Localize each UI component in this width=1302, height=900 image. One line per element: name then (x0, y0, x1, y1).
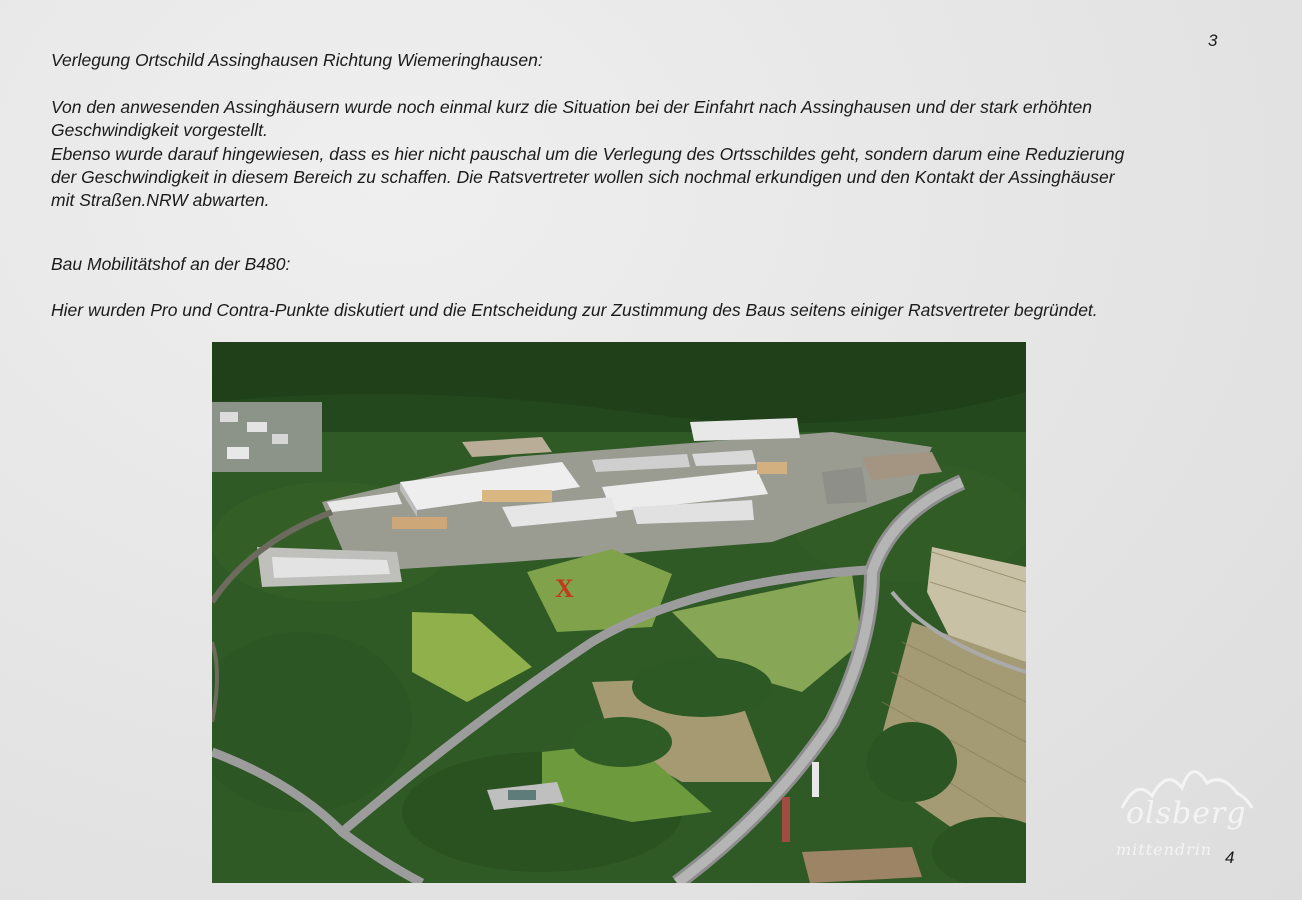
section2-heading: Bau Mobilitätshof an der B480: (51, 254, 291, 274)
location-marker: X (555, 574, 574, 603)
photo-number: 4 (1225, 848, 1235, 867)
olsberg-logo (1112, 748, 1262, 868)
logo-tagline: mittendrin (1116, 840, 1213, 859)
section2-body: Hier wurden Pro und Contra-Punkte diskutiert und die Entscheidung zur Zustimmung des Baus seitens einiger Ratsvertreter begründet. (51, 300, 1098, 320)
section1-heading: Verlegung Ortschild Assinghausen Richtung Wiemeringhausen: (51, 50, 543, 70)
section1-line-5: mit Straßen.NRW abwarten. (51, 190, 270, 210)
page-number: 3 (1208, 31, 1218, 50)
section1-line-2: Geschwindigkeit vorgestellt. (51, 120, 268, 140)
section1-line-1: Von den anwesenden Assinghäusern wurde noch einmal kurz die Situation bei der Einfahrt nach Assinghausen und der stark erhöhten (51, 97, 1092, 117)
logo-name: olsberg (1126, 796, 1247, 831)
aerial-photo (212, 342, 1026, 883)
section1-line-4: der Geschwindigkeit in diesem Bereich zu schaffen. Die Ratsvertreter wollen sich nochmal erkundigen und den Kontakt der Assinghäuser (51, 167, 1115, 187)
section1-line-3: Ebenso wurde darauf hingewiesen, dass es hier nicht pauschal um die Verlegung des Ortsschildes geht, sondern darum eine Reduzierung (51, 144, 1125, 164)
